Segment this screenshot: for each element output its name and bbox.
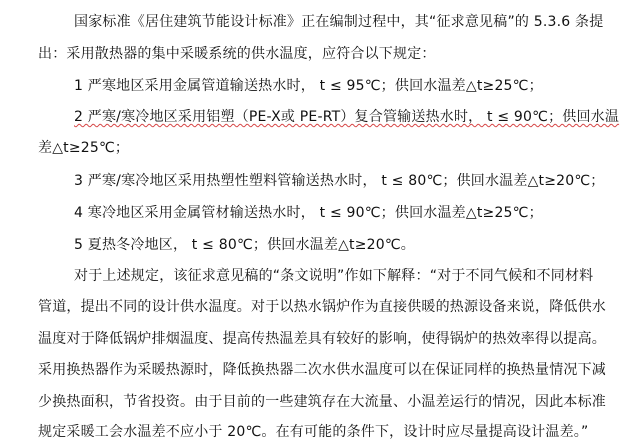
explanation-line-3: 温度对于降低锅炉排烟温度、提高传热温差具有较好的影响，使得锅炉的热效率得以提高。: [38, 331, 606, 347]
paragraph-intro-line-1: 国家标准《居住建筑节能设计标准》正在编制过程中，其“征求意见稿”的 5.3.6 条提: [74, 14, 604, 30]
explanation-line-2: 管道，提出不同的设计供水温度。对于以热水锅炉作为直接供暖的热源设备来说，降低供水: [38, 299, 606, 315]
rule-item-2-line-2: 差△t≥25℃；: [38, 140, 130, 156]
paragraph-intro-line-2: 出：采用散热器的集中采暖系统的供水温度，应符合以下规定：: [38, 46, 436, 62]
rule-item-5: 5 夏热冬冷地区， t ≤ 80℃；供回水温差△t≥20℃。: [74, 237, 415, 253]
explanation-line-6: 规定采暖工会水温差不应小于 20℃。在有可能的条件下，设计时应尽量提高设计温差。”: [38, 424, 589, 440]
explanation-line-4: 采用换热器作为采暖热源时，降低换热器二次水供水温度可以在保证同样的换热量情况下减: [38, 362, 606, 378]
explanation-line-5: 少换热面积，节省投资。由于目前的一些建筑存在大流量、小温差运行的情况，因此本标准: [38, 394, 606, 410]
rule-item-2-line-1: 2 严寒/寒冷地区采用铝塑（PE-X或 PE-RT）复合管输送热水时， t ≤ 90℃；供回水温: [74, 109, 620, 125]
rule-item-4: 4 寒冷地区采用金属管材输送热水时， t ≤ 90℃；供回水温差△t≥25℃；: [74, 205, 543, 221]
rule-item-3: 3 严寒/寒冷地区采用热塑性塑料管输送热水时， t ≤ 80℃；供回水温差△t≥20℃；: [74, 173, 605, 189]
rule-item-1: 1 严寒地区采用金属管道输送热水时， t ≤ 95℃；供回水温差△t≥25℃；: [74, 78, 543, 94]
explanation-line-1: 对于上述规定，该征求意见稿的“条文说明”作如下解释：“对于不同气候和不同材料: [74, 268, 594, 284]
